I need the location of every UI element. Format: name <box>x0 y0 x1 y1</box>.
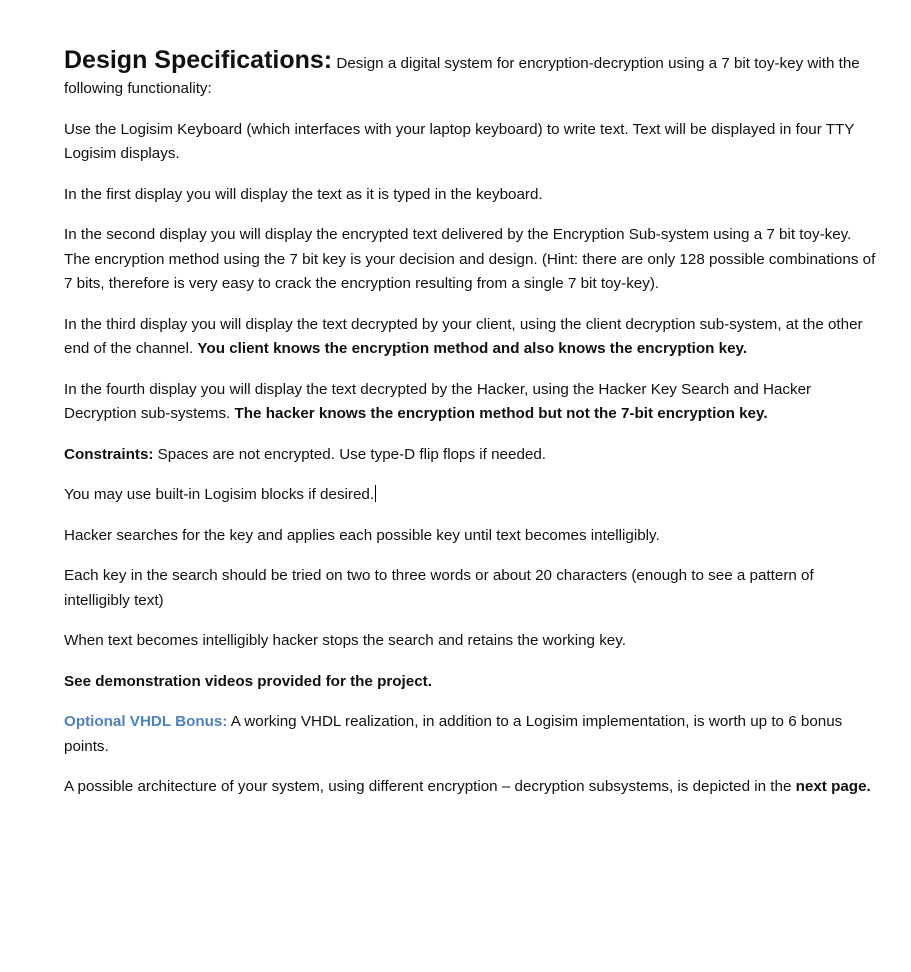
fourth-display-text: In the fourth display you will display the text decrypted by the Hacker, using the Hacker Key Search and Hacker Decryption sub-systems. <box>64 380 812 422</box>
builtin-blocks-text: You may use built-in Logisim blocks if desired. <box>64 486 375 503</box>
first-display-paragraph: In the first display you will display the text as it is typed in the keyboard. <box>64 185 543 203</box>
hacker-stops-paragraph: When text becomes intelligibly hacker stops the search and retains the working key. <box>64 632 626 649</box>
hacker-search-paragraph: Hacker searches for the key and applies each possible key until text becomes intelligibly. <box>64 526 660 544</box>
text-cursor <box>375 485 376 502</box>
vhdl-bonus-label: Optional VHDL Bonus: <box>64 713 228 730</box>
keyboard-paragraph: Use the Logisim Keyboard (which interfaces with your laptop keyboard) to write text. Text will be displayed in four TTY Logisim displays. <box>64 120 855 162</box>
third-display-bold: You client knows the encryption method and also knows the encryption key. <box>197 340 748 357</box>
vhdl-bonus-text: A working VHDL realization, in addition to a Logisim implementation, is worth up to 6 bonus points. <box>64 713 843 755</box>
document-page <box>64 44 876 816</box>
constraints-label: Constraints: <box>64 445 154 463</box>
second-display-paragraph: In the second display you will display the encrypted text delivered by the Encryption Sub-system using a 7 bit toy-key. The encryption method using the 7 bit key is your decision and design. (Hint: there are only 128 possible combinations of 7 bits, therefore is very easy to crack the encryption resulting from a single 7 bit toy-key). <box>64 226 876 292</box>
fourth-display-paragraph <box>64 378 876 427</box>
architecture-paragraph <box>64 775 876 800</box>
fourth-display-bold: The hacker knows the encryption method but not the 7-bit encryption key. <box>234 405 768 422</box>
heading-lead-text: Design a digital system for encryption-decryption using a 7 bit toy-key with the following functionality: <box>64 55 860 97</box>
builtin-blocks-paragraph[interactable] <box>64 483 876 508</box>
demonstration-videos-paragraph: See demonstration videos provided for the project. <box>64 672 432 690</box>
vhdl-bonus-paragraph <box>64 710 876 759</box>
section-heading: Design Specifications: <box>64 46 333 74</box>
design-specifications-paragraph <box>64 44 876 102</box>
third-display-text: In the third display you will display the text decrypted by your client, using the client decryption sub-system, at the other end of the channel. <box>64 315 863 357</box>
constraints-paragraph <box>64 443 876 468</box>
architecture-text: A possible architecture of your system, using different encryption – decryption subsystems, is depicted in the <box>64 778 796 795</box>
each-key-paragraph: Each key in the search should be tried on two to three words or about 20 characters (enough to see a pattern of intelligibly text) <box>64 567 814 609</box>
third-display-paragraph <box>64 313 876 362</box>
next-page-bold: next page. <box>795 778 871 795</box>
constraints-text: Spaces are not encrypted. Use type-D flip flops if needed. <box>153 445 547 463</box>
